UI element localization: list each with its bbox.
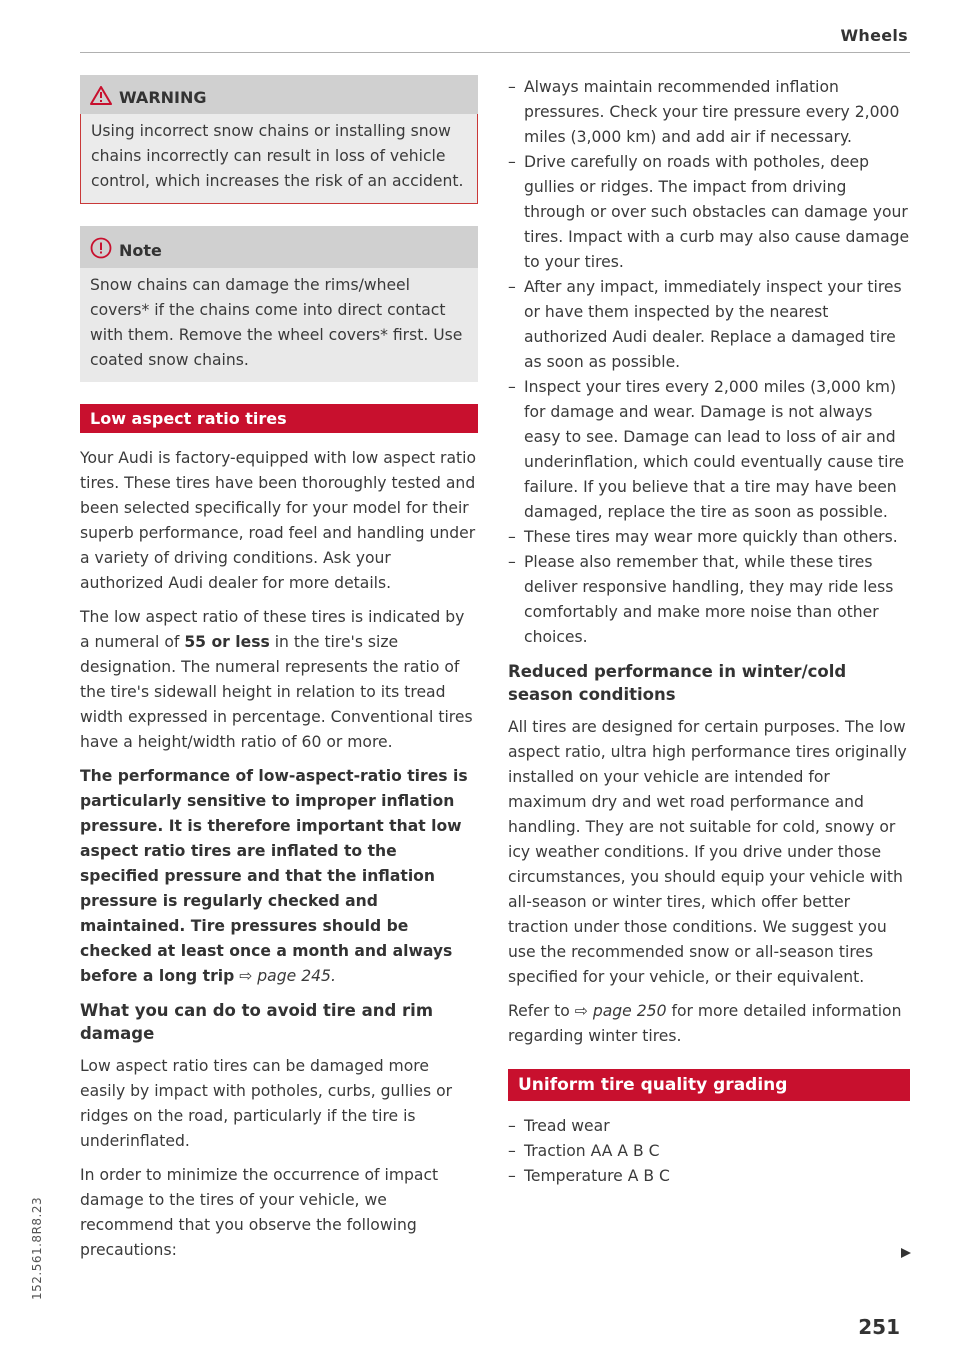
emphasis-text: The performance of low-aspect-ratio tires is particularly sensitive to improper inflation pressure. It is therefore important that low aspect ratio tires are inflated to the specified pressure and that the inflation pressure is regularly checked and maintained. Tire pressures should be checked at least once a month and always before a long trip — [80, 767, 468, 985]
paragraph: Your Audi is factory-equipped with low aspect ratio tires. These tires have been thoroughly tested and been selected specifically for your model for their superb performance, road feel and handling under a variety of driving conditions. Ask your authorized Audi dealer for more details. — [80, 449, 477, 592]
note-title: Note — [119, 240, 162, 260]
paragraph — [80, 605, 478, 755]
subheading-avoid-damage: What you can do to avoid tire and rim damage — [80, 1001, 434, 1043]
note-text: Snow chains can damage the rims/wheel covers* if the chains come into direct contact with them. Remove the wheel covers* first. Use coated snow chains. — [90, 276, 463, 369]
grading-list — [508, 1114, 910, 1189]
note-body — [80, 268, 478, 382]
warning-box — [80, 75, 478, 204]
paragraph: Low aspect ratio tires can be damaged more easily by impact with potholes, curbs, gullies or ridges on the road, particularly if the tire is underinflated. — [80, 1057, 453, 1150]
text-run: The low aspect ratio of these tires is indicated by a numeral of — [80, 608, 465, 651]
paragraph — [80, 764, 478, 989]
continue-arrow-icon — [900, 1244, 912, 1263]
list-item: – These tires may wear more quickly than others. — [508, 525, 910, 550]
right-column — [508, 75, 910, 1189]
paragraph: All tires are designed for certain purposes. The low aspect ratio, ultra high performance tires originally installed on your vehicle are intended for maximum dry and wet road performance and handling. They are not suitable for cold, snowy or icy weather conditions. If you drive under those circumstances, you should equip your vehicle with all-season or winter tires, which offer better traction under those conditions. We suggest you use the recommended snow or all-season tires specified for your vehicle, or their equivalent. — [508, 718, 907, 986]
left-column — [80, 75, 478, 1272]
list-item: – Please also remember that, while these tires deliver responsive handling, they may ride less comfortably and make more noise than other choices. — [508, 550, 910, 650]
paragraph: In order to minimize the occurrence of impact damage to the tires of your vehicle, we recommend that you observe the following precautions: — [80, 1166, 439, 1259]
section-heading-low-aspect: Low aspect ratio tires — [80, 404, 478, 433]
list-item: – Inspect your tires every 2,000 miles (3,000 km) for damage and wear. Damage is not always easy to see. Damage can lead to loss of air and underinflation, which could eventually cause tire failure. If you believe that a tire may have been damaged, replace the tire as soon as possible. — [508, 375, 910, 525]
exclamation-circle-icon — [90, 237, 112, 263]
warning-text: Using incorrect snow chains or installing snow chains incorrectly can result in loss of vehicle control, which increases the risk of an accident. — [91, 122, 464, 190]
warning-triangle-icon — [90, 86, 112, 109]
paragraph — [508, 999, 910, 1049]
page-header — [80, 22, 910, 53]
subheading-winter: Reduced performance in winter/cold season conditions — [508, 662, 847, 704]
text-run: Refer to — [508, 1002, 575, 1020]
page-title: Wheels — [840, 26, 908, 45]
list-item: – Traction AA A B C — [508, 1139, 910, 1164]
note-header — [80, 226, 478, 268]
list-item: – Drive carefully on roads with potholes, deep gullies or ridges. The impact from driving through or over such obstacles can damage your tires. Impact with a curb may also cause damage to your tires. — [508, 150, 910, 275]
list-item: – After any impact, immediately inspect your tires or have them inspected by the nearest authorized Audi dealer. Replace a damaged tire as soon as possible. — [508, 275, 910, 375]
list-item: – Always maintain recommended inflation pressures. Check your tire pressure every 2,000 miles (3,000 km) and add air if necessary. — [508, 75, 910, 150]
warning-header — [80, 75, 478, 114]
page-reference-link[interactable]: ⇨ page 245. — [239, 967, 336, 985]
emphasis-text: 55 or less — [184, 633, 270, 651]
precautions-list — [508, 75, 910, 650]
document-code: 152.561.8R8.23 — [30, 1196, 44, 1300]
text-run: for more detailed information regarding winter tires. — [508, 1002, 902, 1045]
note-box — [80, 226, 478, 382]
page-number: 251 — [858, 1315, 900, 1339]
warning-body — [80, 114, 478, 204]
list-item: – Temperature A B C — [508, 1164, 910, 1189]
warning-title: WARNING — [119, 88, 207, 107]
page-reference-link[interactable]: ⇨ page 250 — [574, 1002, 667, 1020]
text-run: in the tire's size designation. The numeral represents the ratio of the tire's sidewall height in relation to its tread width expressed in percentage. Conventional tires have a height/width ratio of 60 or more. — [80, 633, 473, 751]
section-heading-uniform-grading: Uniform tire quality grading — [508, 1069, 910, 1101]
list-item: – Tread wear — [508, 1114, 910, 1139]
